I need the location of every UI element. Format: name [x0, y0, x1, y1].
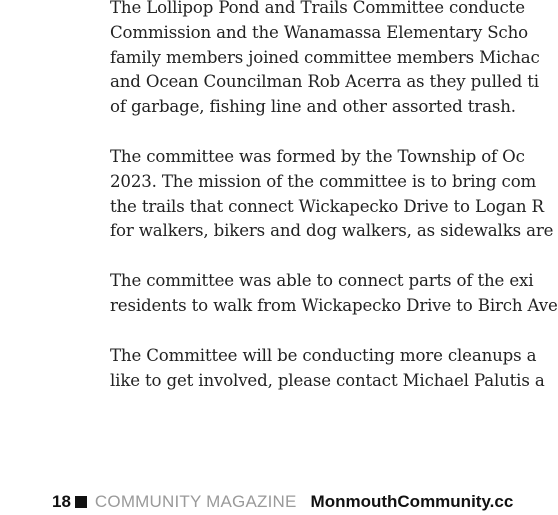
- text-line: The Lollipop Pond and Trails Committee conducte: [110, 0, 525, 17]
- website-url: MonmouthCommunity.cc: [310, 492, 514, 511]
- magazine-name: COMMUNITY MAGAZINE: [94, 492, 297, 511]
- article-body: [110, 0, 558, 418]
- text-line: for walkers, bikers and dog walkers, as sidewalks are: [110, 221, 554, 241]
- text-line: 2023. The mission of the committee is to bring com: [110, 171, 537, 191]
- text-line: of garbage, fishing line and other assorted trash.: [110, 97, 516, 117]
- article-paragraph: [110, 145, 554, 244]
- page-number: 18: [52, 492, 71, 511]
- text-line: the trails that connect Wickapecko Drive to Logan R: [110, 196, 544, 216]
- text-line: The committee was able to connect parts of the exi: [110, 271, 534, 291]
- page-footer: [52, 489, 513, 515]
- text-line: The committee was formed by the Township of Oc: [110, 146, 525, 166]
- text-line: like to get involved, please contact Michael Palutis a: [110, 370, 545, 390]
- square-bullet-icon: [75, 496, 87, 508]
- text-line: family members joined committee members Michac: [110, 47, 540, 67]
- article-paragraph: [110, 0, 540, 120]
- text-line: residents to walk from Wickapecko Drive to Birch Ave: [110, 295, 558, 315]
- text-line: The Committee will be conducting more cleanups a: [110, 345, 537, 365]
- article-paragraph: [110, 269, 558, 319]
- text-line: Commission and the Wanamassa Elementary Scho: [110, 22, 528, 42]
- text-line: and Ocean Councilman Rob Acerra as they pulled ti: [110, 72, 539, 92]
- article-paragraph: [110, 344, 545, 394]
